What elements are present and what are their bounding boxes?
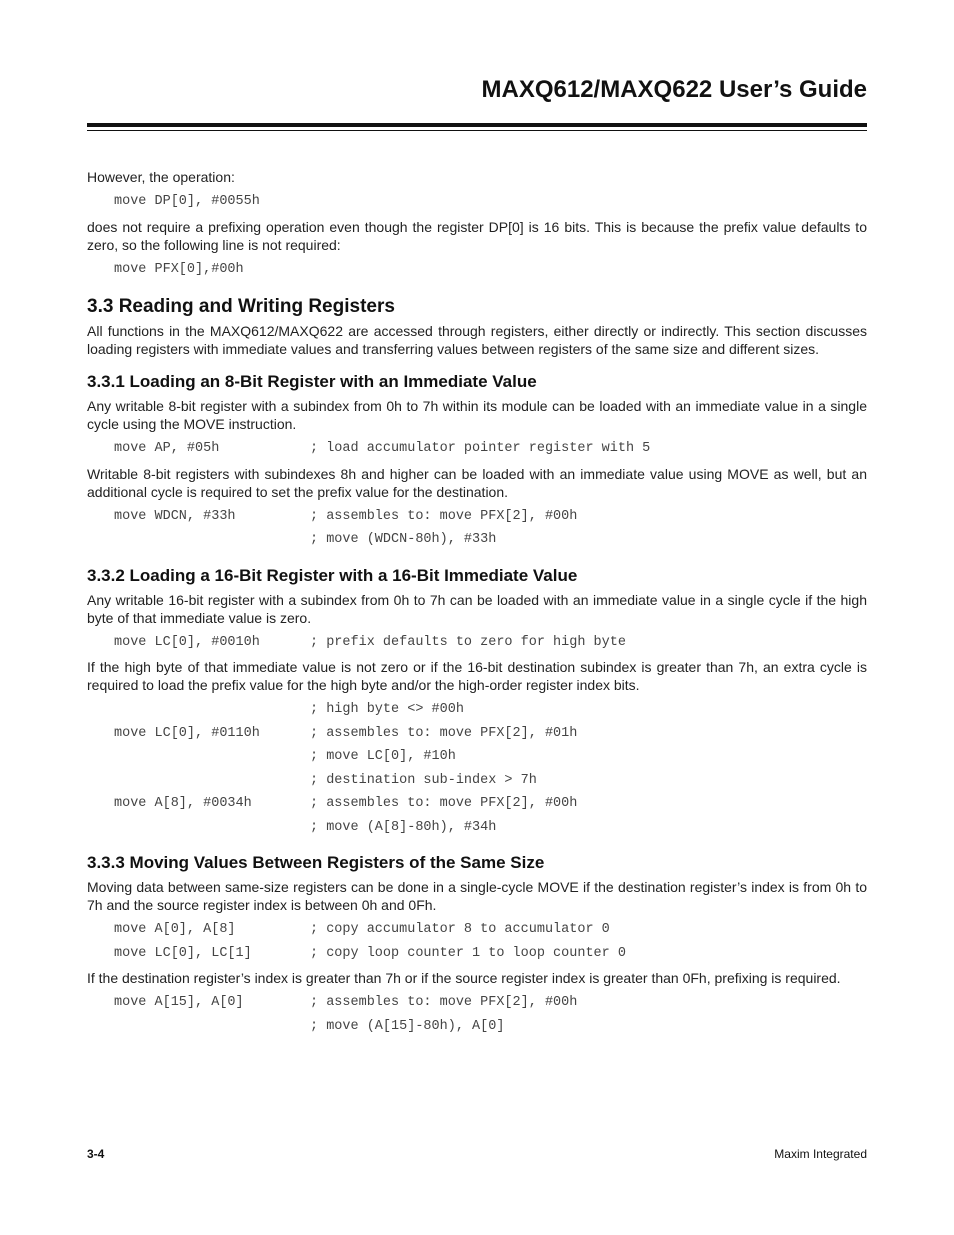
code-line: [114, 698, 867, 722]
code-instruction: move LC[0], #0010h: [114, 634, 260, 650]
code-comment: ; assembles to: move PFX[2], #00h: [310, 508, 578, 524]
code-line: [114, 816, 867, 840]
code-line: [114, 1015, 867, 1039]
code-comment: ; move (WDCN-80h), #33h: [310, 532, 497, 547]
code-block: [114, 698, 867, 839]
code-comment: ; move (A[15]-80h), A[0]: [310, 1018, 505, 1034]
page-title: MAXQ612/MAXQ622 User’s Guide: [481, 76, 867, 103]
section-heading-3-3-1: 3.3.1 Loading an 8-Bit Register with an Immediate Value: [87, 372, 537, 391]
section-heading-3-3: 3.3 Reading and Writing Registers: [87, 296, 395, 317]
code-comment: ; assembles to: move PFX[2], #01h: [310, 725, 578, 741]
code-line: [114, 722, 867, 746]
code-comment: ; copy loop counter 1 to loop counter 0: [310, 945, 626, 961]
code-instruction: [114, 1015, 310, 1039]
code-block: [114, 258, 867, 282]
section-3-3-paragraph: All functions in the MAXQ612/MAXQ622 are accessed through registers, either directly or indirectly. This section discusses loading registers with immediate values and transferring values between registers of the same size and different sizes.: [87, 323, 867, 357]
section-3-3-3-paragraph-1: Moving data between same-size registers can be done in a single-cycle MOVE if the destination register’s index is from 0h to 7h and the source register index is between 0h and 0Fh.: [87, 879, 867, 913]
section-heading-3-3-2: 3.3.2 Loading a 16-Bit Register with a 16-Bit Immediate Value: [87, 565, 578, 585]
section-3-3-1-paragraph-1: Any writable 8-bit register with a subindex from 0h to 7h within its module can be loaded with an immediate value in a single cycle using the MOVE instruction.: [87, 398, 867, 432]
code-comment: ; move LC[0], #10h: [310, 749, 456, 764]
code-instruction: [114, 528, 310, 552]
code-comment: ; load accumulator pointer register with 5: [310, 441, 651, 456]
code-instruction: [114, 816, 310, 840]
code-line: [114, 792, 867, 816]
header-rule-thin: [87, 130, 867, 131]
code-block: [114, 918, 867, 965]
code-line: [114, 769, 867, 793]
code-line: [114, 258, 867, 282]
code-line: [114, 505, 867, 529]
code-comment: ; copy accumulator 8 to accumulator 0: [310, 922, 610, 937]
code-comment: ; high byte <> #00h: [310, 702, 464, 717]
code-block: [114, 190, 867, 214]
code-block: [114, 631, 867, 655]
section-heading-3-3-3: 3.3.3 Moving Values Between Registers of the Same Size: [87, 853, 545, 872]
code-comment: ; assembles to: move PFX[2], #00h: [310, 796, 578, 811]
footer-company: Maxim Integrated: [774, 1147, 867, 1161]
code-instruction: [114, 745, 310, 769]
code-line: [114, 745, 867, 769]
code-block: [114, 437, 867, 461]
code-block: [114, 505, 867, 552]
section-3-3-1-paragraph-2: Writable 8-bit registers with subindexes 8h and higher can be loaded with an immediate value using MOVE as well, but an additional cycle is required to set the prefix value for the destination.: [87, 465, 867, 500]
intro-paragraph-1: However, the operation:: [87, 169, 235, 185]
code-line: [114, 528, 867, 552]
code-instruction: move A[0], A[8]: [114, 922, 236, 937]
code-line: [114, 631, 867, 655]
page-number: 3-4: [87, 1147, 105, 1161]
code-block: [114, 991, 867, 1038]
section-3-3-2-paragraph-2: If the high byte of that immediate value is not zero or if the 16-bit destination subindex is greater than 7h, an extra cycle is required to load the prefix value for the high byte and/or the high-order register index bits.: [87, 659, 867, 693]
code-comment: ; move (A[8]-80h), #34h: [310, 819, 497, 835]
code-comment: ; destination sub-index > 7h: [310, 772, 537, 788]
code-line: [114, 918, 867, 942]
section-3-3-2-paragraph-1: Any writable 16-bit register with a subindex from 0h to 7h can be loaded with an immediate value in a single cycle if the high byte of that immediate value is zero.: [87, 591, 867, 626]
document-body: [87, 168, 867, 1042]
header-rule-thick: [87, 123, 867, 127]
code-instruction: move LC[0], #0110h: [114, 725, 260, 741]
code-line: [114, 942, 867, 966]
code-instruction: move AP, #05h: [114, 441, 220, 456]
code-instruction: move WDCN, #33h: [114, 508, 236, 524]
code-instruction: [114, 769, 310, 793]
code-comment: ; assembles to: move PFX[2], #00h: [310, 995, 578, 1010]
code-line: [114, 991, 867, 1015]
code-instruction: move PFX[0],#00h: [114, 261, 244, 277]
code-instruction: [114, 698, 310, 722]
code-instruction: move LC[0], LC[1]: [114, 945, 252, 961]
code-line: [114, 437, 867, 461]
code-comment: ; prefix defaults to zero for high byte: [310, 634, 626, 650]
code-instruction: move DP[0], #0055h: [114, 194, 260, 209]
code-line: [114, 190, 867, 214]
code-instruction: move A[15], A[0]: [114, 995, 244, 1010]
section-3-3-3-paragraph-2: If the destination register’s index is greater than 7h or if the source register index is greater than 0Fh, prefixing is required.: [87, 970, 841, 986]
code-instruction: move A[8], #0034h: [114, 796, 252, 811]
intro-paragraph-2: does not require a prefixing operation even though the register DP[0] is 16 bits. This is because the prefix value defaults to zero, so the following line is not required:: [87, 218, 867, 253]
